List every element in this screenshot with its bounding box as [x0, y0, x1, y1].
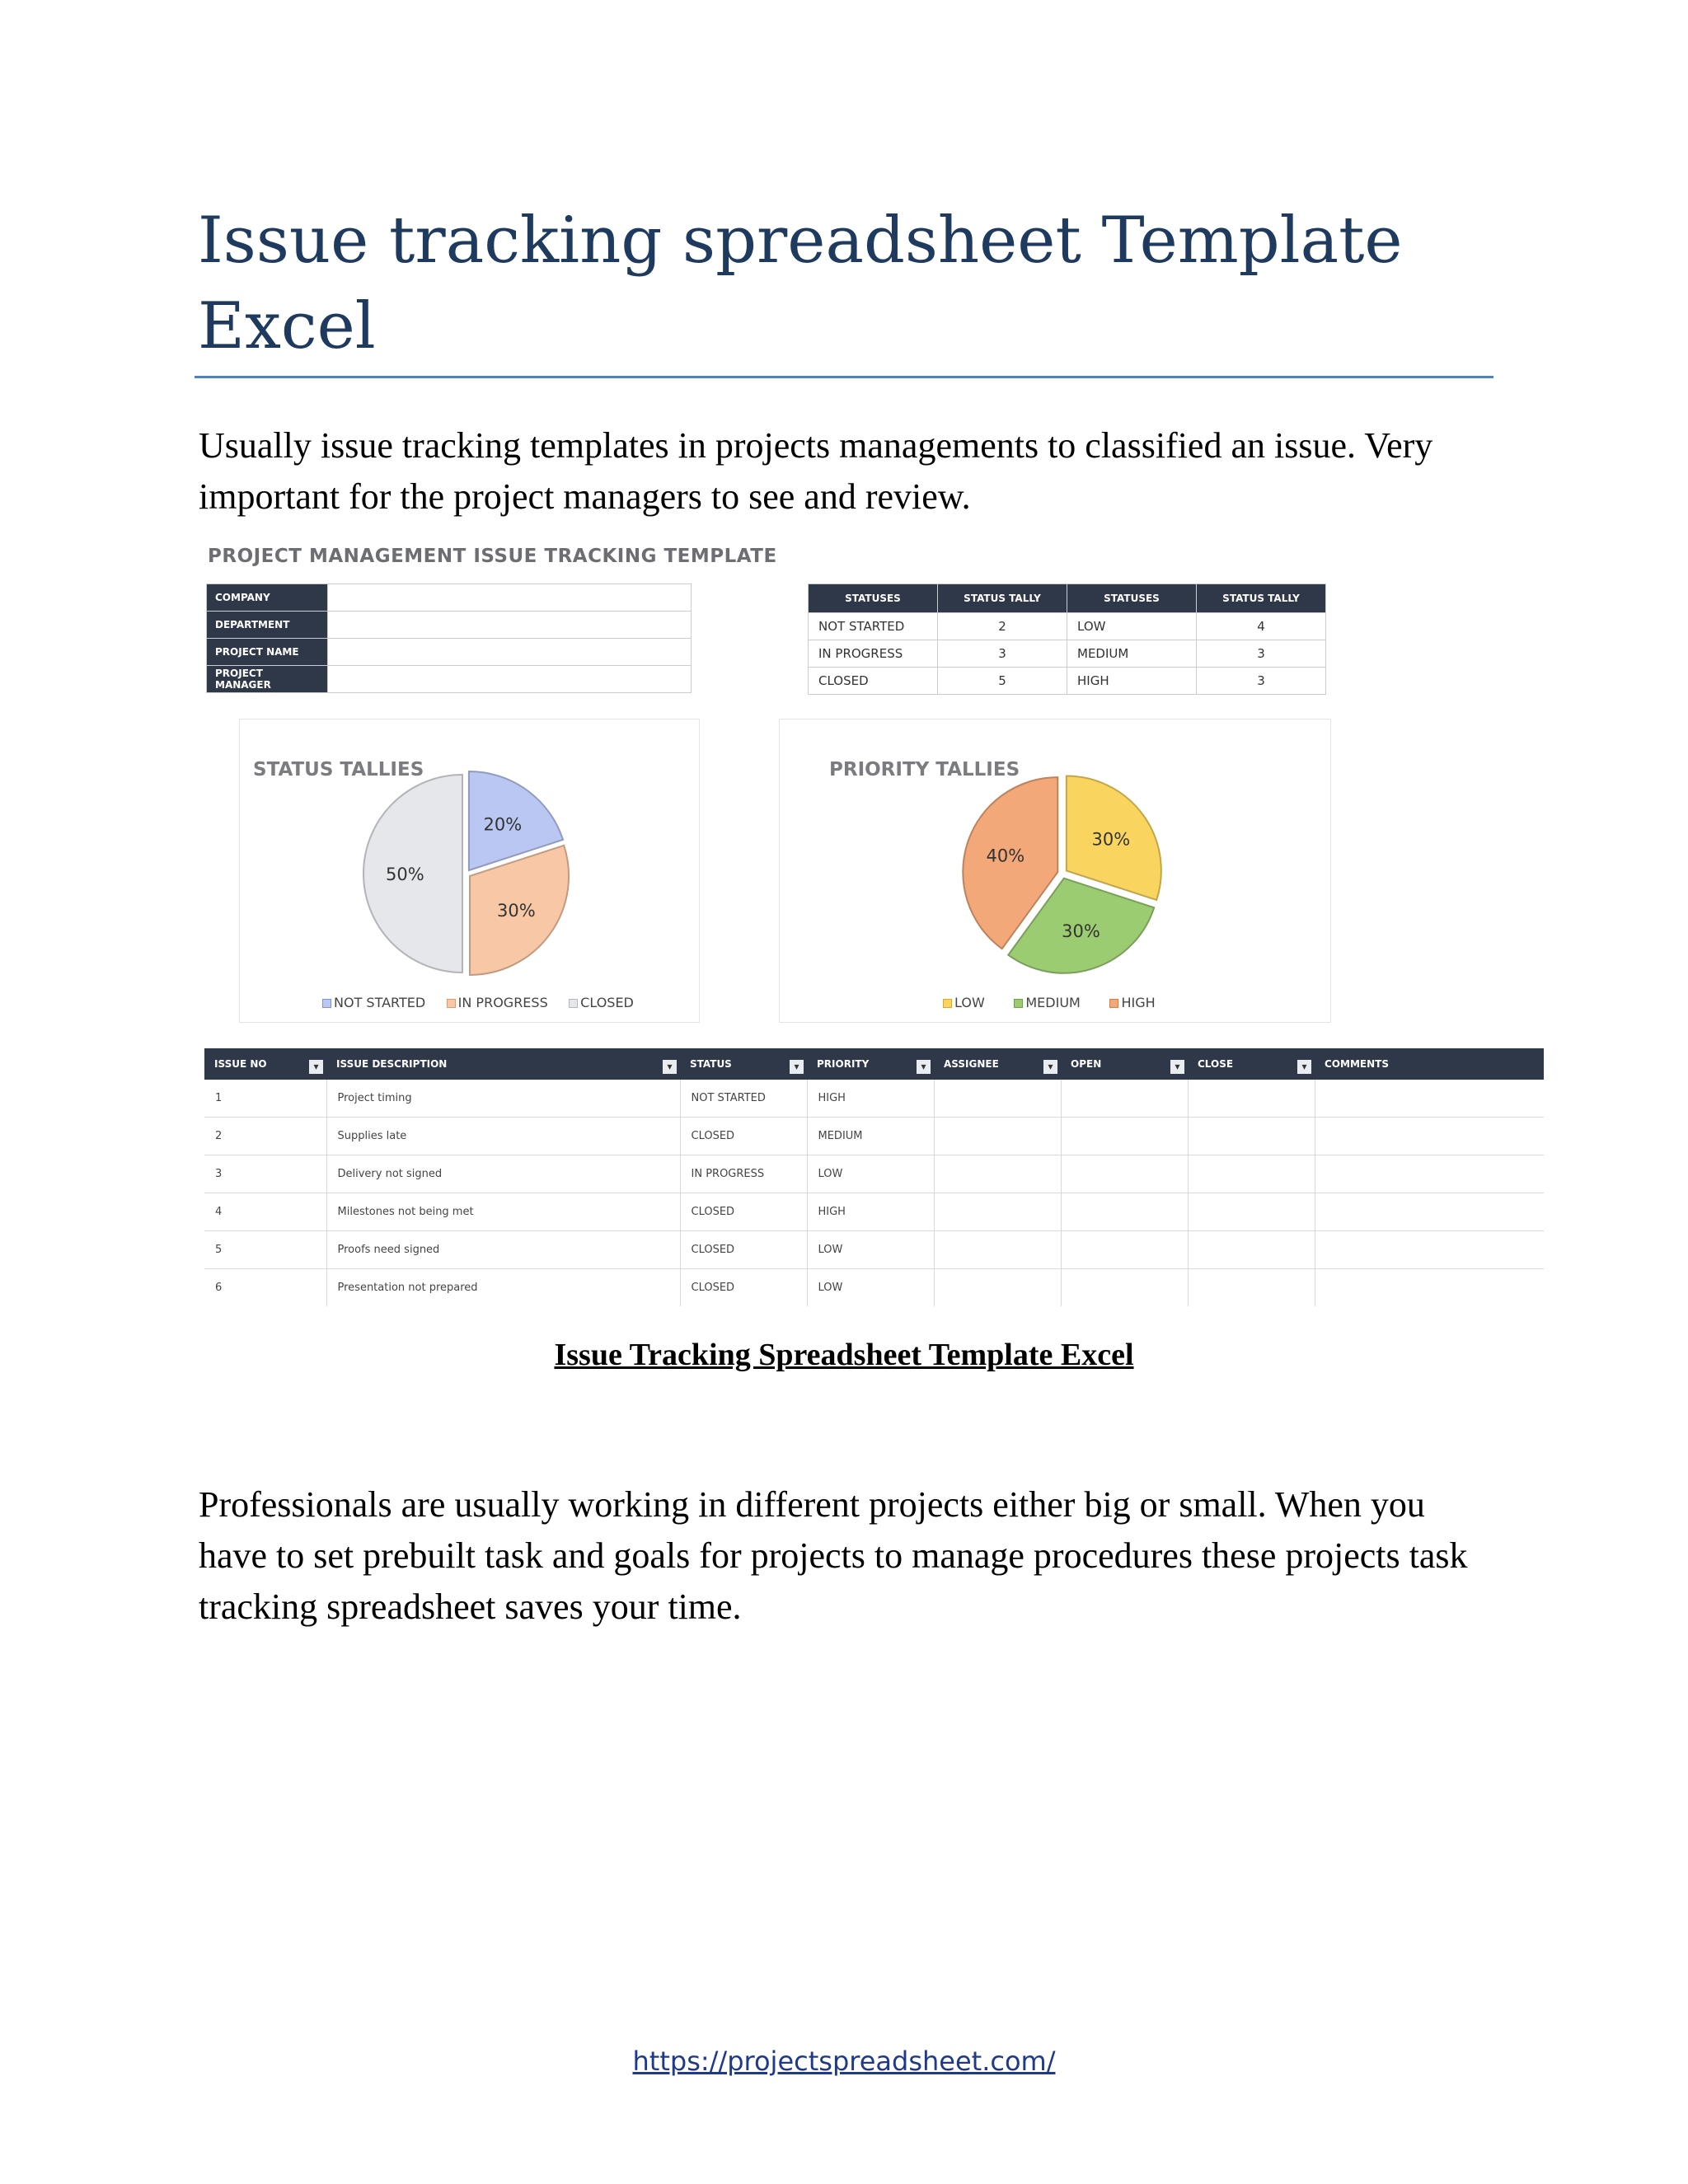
chevron-down-icon[interactable]: ▾ — [1043, 1060, 1057, 1074]
table-cell: 1 — [204, 1080, 326, 1118]
tally-table — [808, 583, 1326, 695]
table-row — [204, 1080, 1544, 1118]
info-value — [328, 612, 692, 639]
table-row — [204, 1155, 1544, 1193]
table-cell: Delivery not signed — [326, 1155, 680, 1193]
table-row — [204, 1118, 1544, 1155]
page-title: Issue tracking spreadsheet Template Excel — [198, 204, 1403, 363]
info-value — [328, 666, 692, 693]
table-cell: HIGH — [807, 1080, 934, 1118]
table-cell — [1188, 1155, 1315, 1193]
status-chart-box — [239, 719, 700, 1023]
table-cell — [1315, 1155, 1544, 1193]
table-cell — [1061, 1080, 1188, 1118]
title-divider — [195, 376, 1493, 378]
table-cell — [1315, 1118, 1544, 1155]
figure-caption: Issue Tracking Spreadsheet Template Excel — [554, 1338, 1134, 1372]
table-cell: IN PROGRESS — [680, 1155, 807, 1193]
column-header-label: ISSUE DESCRIPTION — [336, 1058, 448, 1070]
tally-cell: NOT STARTED — [809, 613, 938, 640]
table-cell — [1061, 1193, 1188, 1231]
legend-label: MEDIUM — [1025, 995, 1081, 1010]
info-label-project-name: PROJECT NAME — [207, 639, 328, 666]
legend-label: LOW — [954, 995, 985, 1010]
intro-paragraph: Usually issue tracking templates in projects managements to classified an issue. Very important for the project managers to see and review. — [199, 425, 1433, 517]
tally-cell: LOW — [1067, 613, 1197, 640]
spreadsheet-screenshot — [198, 536, 1550, 1312]
table-cell: LOW — [807, 1231, 934, 1269]
chevron-down-icon[interactable]: ▾ — [663, 1060, 677, 1074]
tally-cell: CLOSED — [809, 668, 938, 695]
legend-swatch — [569, 999, 578, 1008]
legend-swatch — [322, 999, 331, 1008]
tally-header: STATUSES — [1067, 584, 1197, 613]
issues-header-row — [204, 1048, 1544, 1080]
tally-header: STATUSES — [809, 584, 938, 613]
sheet-title: PROJECT MANAGEMENT ISSUE TRACKING TEMPLATE — [208, 546, 777, 567]
chevron-down-icon[interactable]: ▾ — [1170, 1060, 1184, 1074]
info-label-company: COMPANY — [207, 584, 328, 612]
tally-cell: 4 — [1197, 613, 1326, 640]
issues-table — [204, 1048, 1544, 1306]
column-header-close — [1188, 1048, 1315, 1080]
table-row — [204, 1193, 1544, 1231]
tally-cell: IN PROGRESS — [809, 640, 938, 668]
legend-swatch — [1014, 999, 1023, 1008]
table-cell — [1188, 1080, 1315, 1118]
table-cell — [1061, 1118, 1188, 1155]
tally-cell: 3 — [1197, 640, 1326, 668]
legend-label: CLOSED — [580, 995, 634, 1010]
table-cell: 6 — [204, 1269, 326, 1307]
table-cell — [934, 1269, 1061, 1307]
table-cell: Supplies late — [326, 1118, 680, 1155]
table-cell — [1061, 1155, 1188, 1193]
tally-cell: 3 — [938, 640, 1067, 668]
table-cell: 2 — [204, 1118, 326, 1155]
chevron-down-icon[interactable]: ▾ — [790, 1060, 804, 1074]
priority-chart-box — [779, 719, 1331, 1023]
column-header-label: ASSIGNEE — [944, 1058, 999, 1070]
footer-link[interactable]: https://projectspreadsheet.com/ — [632, 2046, 1056, 2077]
column-header-priority — [807, 1048, 934, 1080]
table-cell — [934, 1080, 1061, 1118]
table-cell: Presentation not prepared — [326, 1269, 680, 1307]
table-cell: Project timing — [326, 1080, 680, 1118]
data-label: 20% — [483, 814, 523, 835]
data-label: 30% — [497, 900, 536, 921]
chevron-down-icon[interactable]: ▾ — [917, 1060, 931, 1074]
table-cell — [1315, 1080, 1544, 1118]
data-label: 30% — [1062, 921, 1100, 942]
project-info-table — [206, 583, 692, 693]
legend-label: HIGH — [1121, 995, 1156, 1010]
table-row — [204, 1269, 1544, 1307]
status-pie-chart — [240, 719, 699, 1022]
column-header-comments — [1315, 1048, 1544, 1080]
legend-swatch — [943, 999, 952, 1008]
data-label: 40% — [986, 846, 1025, 866]
table-cell: CLOSED — [680, 1118, 807, 1155]
status-chart-title: STATUS TALLIES — [253, 759, 424, 780]
column-header-label: PRIORITY — [817, 1058, 870, 1070]
table-cell: HIGH — [807, 1193, 934, 1231]
tally-header: STATUS TALLY — [938, 584, 1067, 613]
table-cell — [934, 1118, 1061, 1155]
info-label-project-manager: PROJECT MANAGER — [207, 666, 328, 693]
priority-pie-chart — [780, 719, 1330, 1022]
column-header-open — [1061, 1048, 1188, 1080]
data-label: 30% — [1091, 829, 1131, 850]
tally-cell: HIGH — [1067, 668, 1197, 695]
table-cell: 4 — [204, 1193, 326, 1231]
info-value — [328, 639, 692, 666]
table-cell — [1315, 1193, 1544, 1231]
tally-cell: 3 — [1197, 668, 1326, 695]
legend-label: NOT STARTED — [334, 995, 426, 1010]
legend-swatch — [1109, 999, 1118, 1008]
table-cell: 5 — [204, 1231, 326, 1269]
table-cell: CLOSED — [680, 1231, 807, 1269]
column-header-status — [680, 1048, 807, 1080]
table-cell: MEDIUM — [807, 1118, 934, 1155]
legend-swatch — [447, 999, 456, 1008]
body-paragraph: Professionals are usually working in different projects either big or small. When you have to set prebuilt task and goals for projects to manage procedures these projects task tracking spreadsheet saves your time. — [199, 1484, 1468, 1627]
table-cell — [1188, 1231, 1315, 1269]
data-label: 50% — [386, 865, 424, 884]
tally-header: STATUS TALLY — [1197, 584, 1326, 613]
table-cell: Milestones not being met — [326, 1193, 680, 1231]
table-cell — [934, 1155, 1061, 1193]
table-cell — [1315, 1231, 1544, 1269]
table-cell — [1188, 1118, 1315, 1155]
legend-label: IN PROGRESS — [457, 995, 548, 1010]
table-cell: LOW — [807, 1269, 934, 1307]
table-cell: CLOSED — [680, 1193, 807, 1231]
table-cell: NOT STARTED — [680, 1080, 807, 1118]
table-cell — [1315, 1269, 1544, 1307]
table-cell — [1188, 1269, 1315, 1307]
status-legend — [322, 995, 634, 1010]
column-header-label: ISSUE NO — [214, 1058, 267, 1070]
chevron-down-icon[interactable]: ▾ — [309, 1060, 323, 1074]
column-header-issue-description — [326, 1048, 680, 1080]
info-value — [328, 584, 692, 612]
tally-cell: MEDIUM — [1067, 640, 1197, 668]
tally-cell: 5 — [938, 668, 1067, 695]
table-cell: 3 — [204, 1155, 326, 1193]
priority-legend — [943, 995, 1156, 1010]
column-header-assignee — [934, 1048, 1061, 1080]
table-cell: LOW — [807, 1155, 934, 1193]
table-cell — [1061, 1269, 1188, 1307]
column-header-label: COMMENTS — [1325, 1058, 1389, 1070]
table-cell: CLOSED — [680, 1269, 807, 1307]
priority-chart-title: PRIORITY TALLIES — [829, 759, 1020, 780]
table-cell — [1061, 1231, 1188, 1269]
tally-cell: 2 — [938, 613, 1067, 640]
column-header-label: STATUS — [690, 1058, 732, 1070]
info-label-department: DEPARTMENT — [207, 612, 328, 639]
column-header-label: OPEN — [1071, 1058, 1102, 1070]
table-cell: Proofs need signed — [326, 1231, 680, 1269]
column-header-label: CLOSE — [1198, 1058, 1234, 1070]
table-cell — [1188, 1193, 1315, 1231]
table-row — [204, 1231, 1544, 1269]
column-header-issue-no — [204, 1048, 326, 1080]
chevron-down-icon[interactable]: ▾ — [1297, 1060, 1311, 1074]
table-cell — [934, 1193, 1061, 1231]
table-cell — [934, 1231, 1061, 1269]
